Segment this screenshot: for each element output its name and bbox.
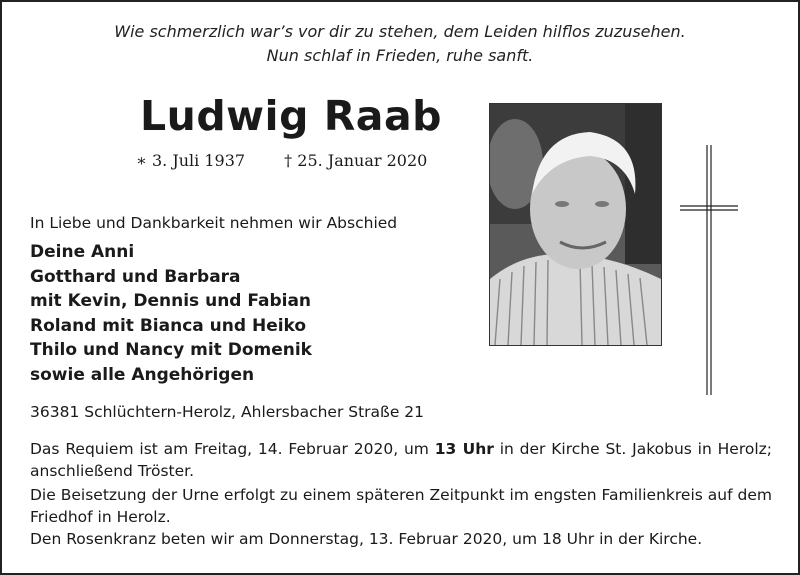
memorial-motto <box>0 20 800 68</box>
cross-symbol <box>680 145 740 395</box>
mourner-line: Thilo und Nancy mit Domenik <box>30 340 312 360</box>
mourner-line: mit Kevin, Dennis und Fabian <box>30 291 312 311</box>
death-date: † 25. Januar 2020 <box>284 151 428 170</box>
portrait-image <box>490 104 661 345</box>
requiem-text-start: Das Requiem ist am Freitag, 14. Februar 2020, um <box>30 440 429 458</box>
family-address: 36381 Schlüchtern-Herolz, Ahlersbacher Straße 21 <box>30 403 425 421</box>
requiem-text-end: in der Kirche St. Jakobus in Herolz; anschließend Tröster. <box>30 440 773 480</box>
mourner-line: sowie alle Angehörigen <box>30 364 255 385</box>
requiem-time: 13 Uhr <box>434 440 494 458</box>
mourners-list <box>30 240 312 387</box>
motto-line-2: Nun schlaf in Frieden, ruhe sanft. <box>266 46 534 65</box>
mourner-line: Roland mit Bianca und Heiko <box>30 315 307 336</box>
mourner-line: Deine Anni <box>30 242 135 262</box>
motto-line-1: Wie schmerzlich war’s vor dir zu stehen, dem Leiden hilflos zuzusehen. <box>114 22 686 41</box>
service-announcements <box>30 438 772 550</box>
life-dates <box>136 151 461 170</box>
birth-date: ∗ 3. Juli 1937 <box>136 151 246 170</box>
mourner-line: Gotthard und Barbara <box>30 266 241 287</box>
requiem-notice <box>30 438 772 482</box>
deceased-name: Ludwig Raab <box>140 92 442 140</box>
portrait-photo <box>489 103 662 346</box>
farewell-intro: In Liebe und Dankbarkeit nehmen wir Abschied <box>30 214 398 232</box>
rosary-notice: Den Rosenkranz beten wir am Donnerstag, 13. Februar 2020, um 18 Uhr in der Kirche. <box>30 530 703 548</box>
burial-notice: Die Beisetzung der Urne erfolgt zu einem späteren Zeitpunkt im engsten Familienkreis auf dem Friedhof in Herolz. <box>30 486 772 526</box>
